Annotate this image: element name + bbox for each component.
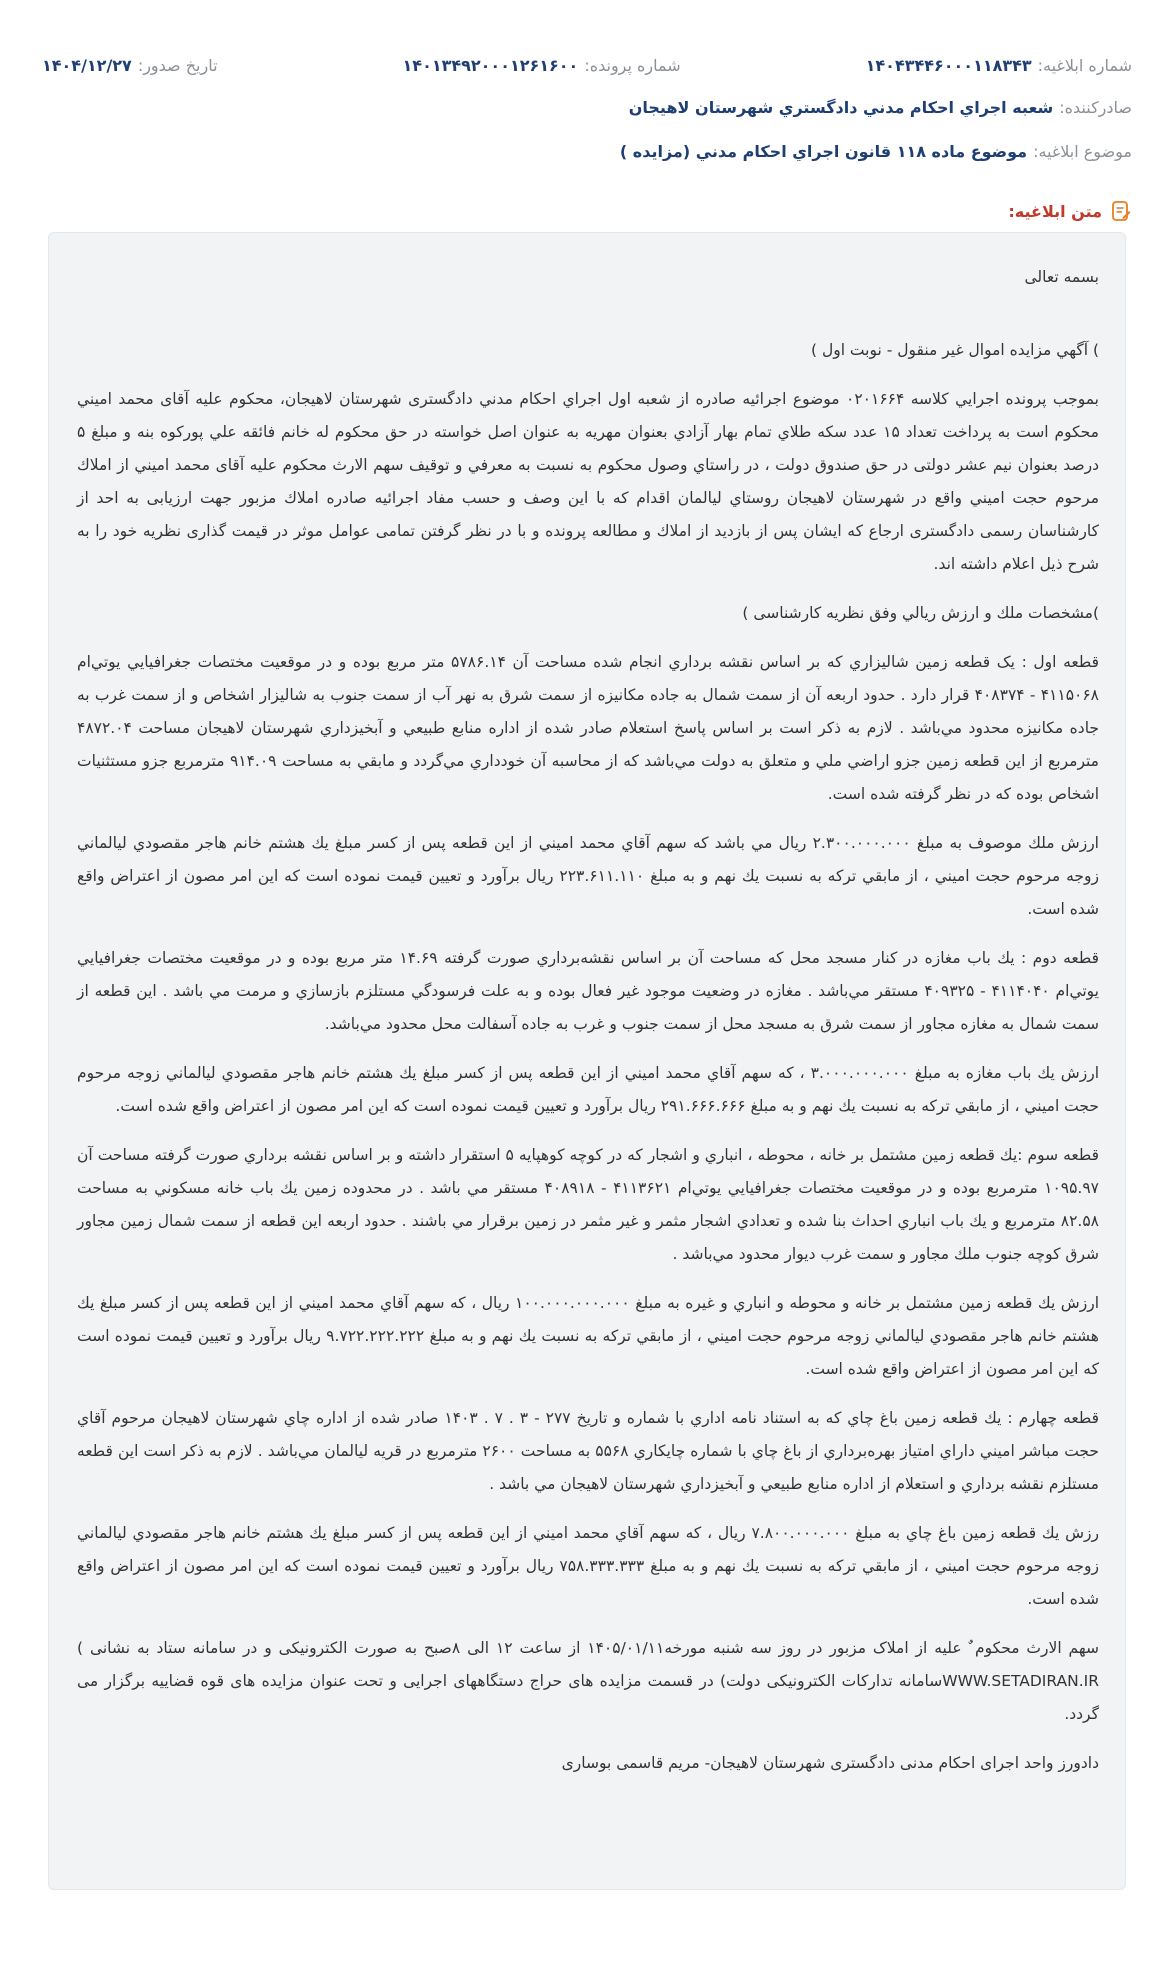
body-paragraph: قطعه چهارم : يك قطعه زمين باغ چاي كه به استناد نامه اداري با شماره و تاريخ ۲۷۷ - ۳ . ۷ . ۱۴۰۳ صادر شده از اداره چاي شهرستان لاهيجان مرحوم آقاي حجت مباشر اميني داراي امتياز بهره‌برداري از باغ چاي با شماره چايكاري ۵۵۶۸ به مساحت ۲۶۰۰ مترمربع در قريه ليالمان مي‌باشد . لازم به ذكر است اين قطعه مستلزم نقشه برداري و استعلام از اداره منابع طبيعي و آبخيزداري شهرستان لاهيجان مي باشد . (77, 1409, 1100, 1493)
body-paragraph: )مشخصات ملك و ارزش ريالي وفق نظريه كارشناسی ) (742, 604, 1099, 622)
body-paragraph: بموجب پرونده اجرايي كلاسه ۰۲۰۱۶۶۴ موضوع اجرائيه صادره از شعبه اول اجراي احكام مدني دادگستری شهرستان لاهيجان، محكوم عليه آقای محمد اميني محكوم است به پرداخت تعداد ۱۵ عدد سكه طلاي تمام بهار آزادي بعنوان مهريه به عنوان اصل خواسته در حق محكوم له خانم فائقه علي پوركوه بنه و مبلغ ۵ درصد بعنوان نيم عشر دولتی در حق صندوق دولت ، در راستاي وصول محكوم به نسبت به معرفي و توقيف سهم الارث محكوم عليه آقای محمد اميني از املاك مرحوم حجت اميني واقع در شهرستان لاهيجان روستاي ليالمان اقدام كه با اين وصف و حسب مفاد اجرائيه صادره املاك مزبور جهت ارزيابی به احد از كارشناسان رسمی دادگستری ارجاع كه ايشان پس از بازديد از املاك و مطالعه پرونده و با در نظر گرفتن تمامی عوامل موثر در قيمت گذاری نظريه خود را به شرح ذيل اعلام داشته اند. (77, 390, 1099, 573)
body-paragraph: ارزش يك قطعه زمين مشتمل بر خانه و محوطه و انباري و غيره به مبلغ ۱۰۰.۰۰۰.۰۰۰.۰۰۰ ريال ، كه سهم آقاي محمد اميني از اين قطعه پس از كسر مبلغ يك هشتم خانم هاجر مقصودي ليالماني زوجه مرحوم حجت اميني ، از مابقي تركه به نسبت يك نهم و به مبلغ ۹.۷۲۲.۲۲۲.۲۲۲ ريال برآورد و تعيين قيمت نموده است كه اين امر مصون از اعتراض واقع شده است. (77, 1294, 1099, 1378)
subject-label: موضوع ابلاغيه: (1033, 142, 1132, 161)
notice-number: ۱۴۰۴۳۴۴۶۰۰۰۱۱۸۳۴۳ (865, 56, 1032, 75)
body-paragraph-announcement: ) آگهي مزايده اموال غير منقول - نوبت اول ) (810, 341, 1099, 359)
notice-number-label: شماره ابلاغيه: (1037, 56, 1132, 75)
body-paragraph-auction-details: سهم الارث محكوم ٌ عليه از املاک مزبور در روز سه شنبه مورخه۱۴۰۵/۰۱/۱۱ از ساعت ۱۲ الی ۸صبح به صورت الکترونیکی و در سامانه ستاد به نشانی ) WWW.SETADIRAN.IRسامانه تدارکات الکترونیکی دولت) در قسمت مزایده های حراج دستگاههای اجرایی و تحت عنوان مزایده های قوه قضاییه برگزار می گردد. (77, 1639, 1099, 1723)
notice-body (48, 232, 1126, 1890)
body-paragraph: رزش يك قطعه زمين باغ چاي به مبلغ ۷.۸۰۰.۰۰۰.۰۰۰ ريال ، كه سهم آقاي محمد اميني از اين قطعه پس از كسر مبلغ يك هشتم خانم هاجر مقصودي ليالماني زوجه مرحوم حجت اميني ، از مابقي تركه به نسبت يك نهم و به مبلغ ۷۵۸.۳۳۳.۳۳۳ ريال برآورد و تعيين قيمت نموده است كه اين امر مصون از اعتراض واقع شده است. (77, 1524, 1099, 1608)
body-paragraph-signature: دادورز واحد اجرای احکام مدنی دادگستری شهرستان لاهیجان- مریم قاسمی بوساری (561, 1754, 1099, 1772)
case-number-group (403, 56, 681, 75)
body-paragraph-greeting: بسمه تعالی (1024, 268, 1099, 286)
issuer-row (42, 98, 1132, 117)
body-paragraph: ارزش ملك موصوف به مبلغ ۲.۳۰۰.۰۰۰.۰۰۰ ريال مي باشد كه سهم آقاي محمد اميني از اين قطعه پس از كسر مبلغ يك هشتم خانم هاجر مقصودي ليالماني زوجه مرحوم حجت اميني ، از مابقي تركه به نسبت يك نهم و به مبلغ ۲۲۳.۶۱۱.۱۱۰ ريال برآورد و تعيين قيمت نموده است كه اين امر مصون از اعتراض واقع شده است. (77, 834, 1099, 918)
issuer: شعبه اجراي احكام مدني دادگستري شهرستان لاهيجان (628, 98, 1054, 117)
issue-date-group (42, 56, 218, 75)
notice-text-icon (1110, 200, 1132, 222)
case-number-label: شماره پرونده: (584, 56, 681, 75)
subject: موضوع ماده ۱۱۸ قانون اجراي احكام مدني (مزايده ) (619, 142, 1028, 161)
subject-row (42, 142, 1132, 161)
notice-number-group (866, 56, 1132, 75)
case-number: ۱۴۰۱۳۴۹۲۰۰۰۱۲۶۱۶۰۰ (402, 56, 579, 75)
issue-date: ۱۴۰۴/۱۲/۲۷ (42, 56, 132, 75)
body-paragraph: قطعه دوم : يك باب مغازه در كنار مسجد محل كه مساحت آن بر اساس نقشه‌برداري صورت گرفته ۱۴.۶۹ متر مربع بوده و در موقعيت مختصات جغرافيايي يوتي‌ام ۴۱۱۴۰۴۰ - ۴۰۹۳۲۵ مستقر مي‌باشد . مغازه در وضعيت موجود غير فعال بوده و به علت فرسودگي مستلزم بازسازي و مرمت مي باشد . اين قطعه از سمت شمال به مغازه مجاور از سمت شرق به مسجد محل از سمت جنوب و غرب به جاده آسفالت محل محدود مي‌باشد. (77, 949, 1099, 1033)
issue-date-label: تاريخ صدور: (137, 56, 218, 75)
issuer-label: صادرکننده: (1059, 98, 1132, 117)
body-paragraph: قطعه سوم :يك قطعه زمين مشتمل بر خانه ، محوطه ، انباري و اشجار كه در كوچه كوهپايه ۵ استقرار داشته و بر اساس نقشه برداري صورت گرفته مساحت آن ۱۰۹۵.۹۷ مترمربع بوده و در موقعيت مختصات جغرافيايي يوتي‌ام ۴۱۱۳۶۲۱ - ۴۰۸۹۱۸ مستقر مي باشد . در محدوده زمين يك باب خانه مسكوني به مساحت ۸۲.۵۸ مترمربع و يك باب انباري احداث بنا شده و تعدادي اشجار مثمر و غير مثمر در زمين برقرار مي باشند . حدود اربعه اين قطعه از سمت شمال زمين مجاور شرق كوچه جنوب ملك مجاور و سمت غرب ديوار محدود مي‌باشد . (77, 1146, 1100, 1263)
notice-text-heading (1008, 200, 1132, 222)
body-paragraph: ارزش يك باب مغازه به مبلغ ۳.۰۰۰.۰۰۰.۰۰۰ ، كه سهم آقاي محمد اميني از اين قطعه پس از كسر مبلغ يك هشتم خانم هاجر مقصودي ليالماني زوجه مرحوم حجت اميني ، از مابقي تركه به نسبت يك نهم و به مبلغ ۲۹۱.۶۶۶.۶۶۶ ريال برآورد و تعيين قيمت نموده است كه اين امر مصون از اعتراض واقع شده است. (77, 1064, 1099, 1115)
notice-text-title: متن ابلاغيه: (1008, 201, 1102, 221)
notice-meta-row (42, 56, 1132, 75)
body-paragraph: قطعه اول : يک قطعه زمين شاليزاري كه بر اساس نقشه برداري انجام شده مساحت آن ۵۷۸۶.۱۴ متر مربع بوده و در موقعيت مختصات جغرافيايي يوتي‌ام ۴۱۱۵۰۶۸ - ۴۰۸۳۷۴ قرار دارد . حدود اربعه آن از سمت شمال به جاده مكانيزه از سمت شرق به نهر آب از سمت جنوب به شاليزار اشخاص و از سمت غرب به جاده مكانيزه محدود مي‌باشد . لازم به ذكر است بر اساس پاسخ استعلام صادر شده از اداره منابع طبيعي و آبخيزداري شهرستان لاهيجان مساحت ۴۸۷۲.۰۴ مترمربع از اين قطعه زمين جزو اراضي ملي و متعلق به دولت مي‌باشد كه از محاسبه آن خودداري مي‌گردد و مابقي به مساحت ۹۱۴.۰۹ مترمربع جزو مستثنيات اشخاص بوده كه در نظر گرفته شده است. (77, 653, 1099, 803)
